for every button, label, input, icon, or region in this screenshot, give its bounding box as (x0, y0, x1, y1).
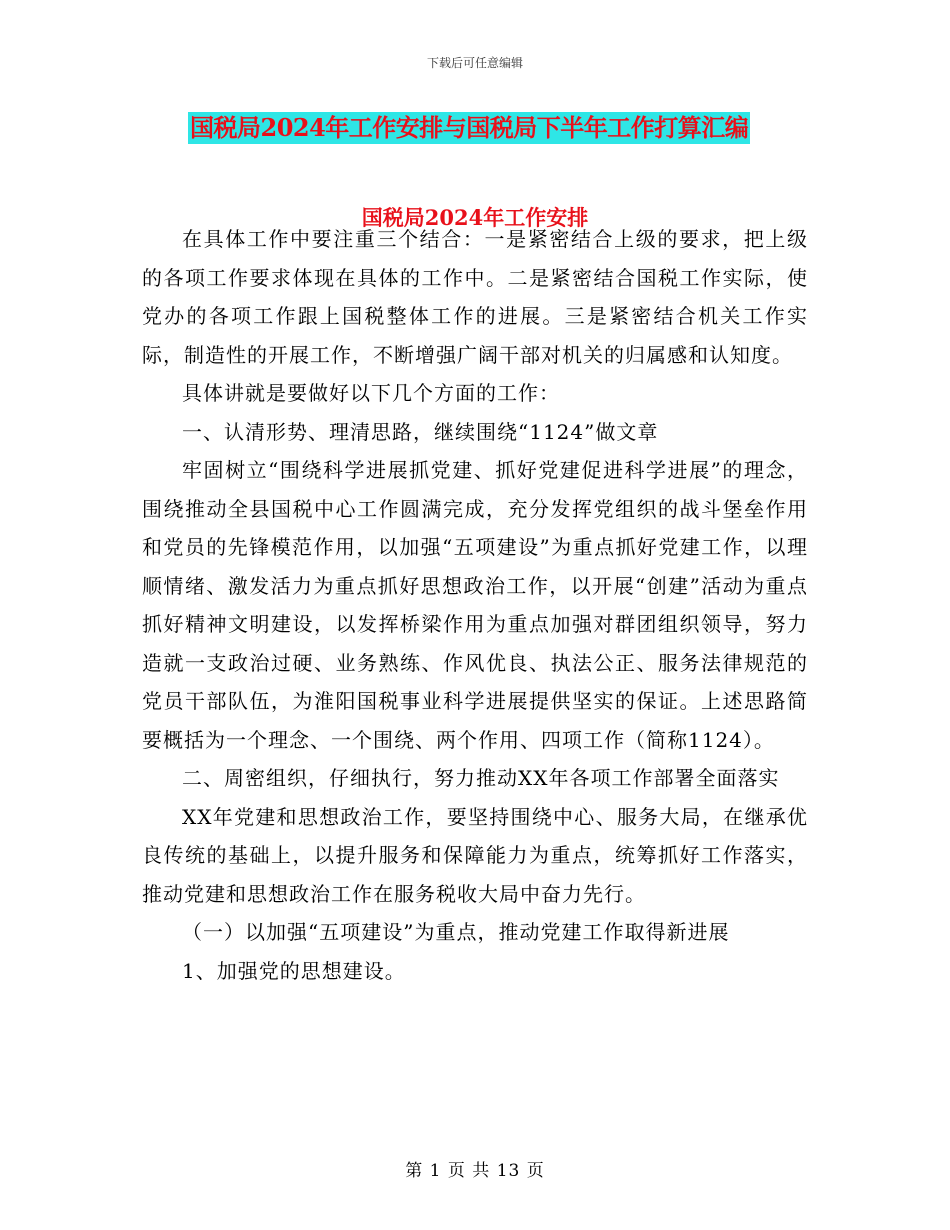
paragraph-lead: 具体讲就是要做好以下几个方面的工作： (182, 381, 560, 405)
section-title: 国税局2024年工作安排 (361, 205, 589, 230)
item-one: 1、加强党的思想建设。 (182, 958, 406, 983)
header-note: 下载后可任意编辑 (426, 56, 523, 70)
heading-part-two: 二、周密组织，仔细执行，努力推动XX年各项工作部署全面落实 (182, 766, 780, 790)
paragraph-part-two: XX年党建和思想政治工作，要坚持围绕中心、服务大局，在继承优良传统的基础上，以提升服务和保障能力为重点，统筹抓好工作落实，推动党建和思想政治工作在服务税收大局中奋力先行。 (142, 804, 808, 906)
paragraph-intro: 在具体工作中要注重三个结合：一是紧密结合上级的要求，把上级的各项工作要求体现在具体的工作中。二是紧密结合国税工作实际，使党办的各项工作跟上国税整体工作的进展。三是紧密结合机关工作实际，制造性的开展工作，不断增强广阔干部对机关的归属感和认知度。 (142, 227, 808, 367)
page-number: 第 1 页 共 13 页 (405, 1161, 545, 1181)
document-title: 国税局2024年工作安排与国税局下半年工作打算汇编 (190, 113, 749, 142)
paragraph-part-one: 牢固树立“围绕科学进展抓党建、抓好党建促进科学进展”的理念，围绕推动全县国税中心工作圆满完成，充分发挥党组织的战斗堡垒作用和党员的先锋模范作用，以加强“五项建设”为重点抓好党建工作，以理顺情绪、激发活力为重点抓好思想政治工作，以开展“创建”活动为重点抓好精神文明建设，以发挥桥梁作用为重点加强对群团组织领导，努力造就一支政治过硬、业务熟练、作风优良、执法公正、服务法律规范的党员干部队伍，为淮阳国税事业科学进展提供坚实的保证。上述思路简要概括为一个理念、一个围绕、两个作用、四项工作（简称1124）。 (142, 458, 808, 752)
subheading-one: （一）以加强“五项建设”为重点，推动党建工作取得新进展 (182, 920, 730, 944)
heading-part-one: 一、认清形势、理清思路，继续围绕“1124”做文章 (182, 419, 659, 444)
document-body (142, 220, 808, 990)
